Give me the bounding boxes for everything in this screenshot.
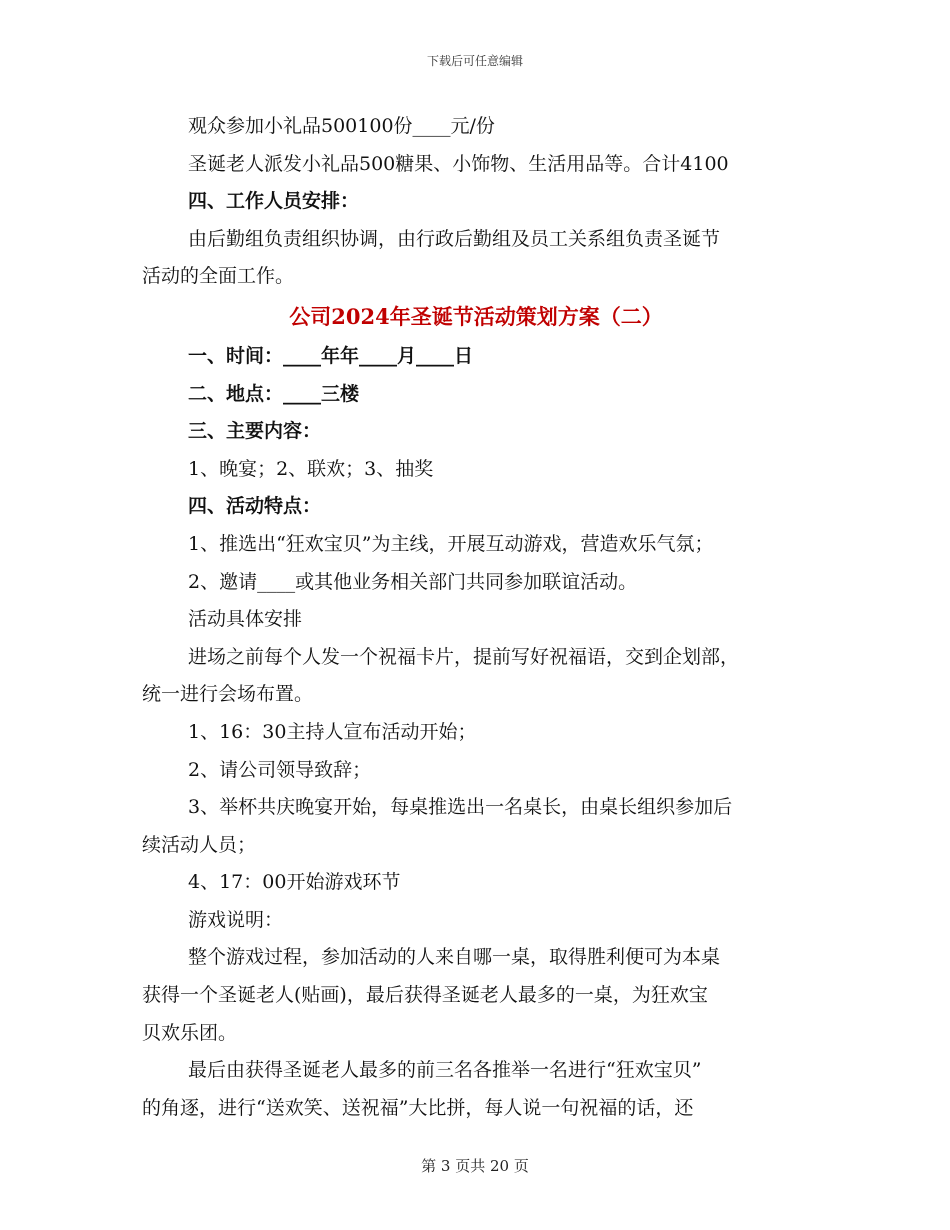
paragraph-line: 由后勤组负责组织协调，由行政后勤组及员工关系组负责圣诞节 [188, 227, 721, 250]
paragraph-line: 1、晚宴；2、联欢；3、抽奖 [188, 457, 434, 480]
paragraph-line: 统一进行会场布置。 [142, 683, 314, 706]
section-heading: 四、活动特点： [188, 495, 322, 518]
paragraph-line: 整个游戏过程，参加活动的人来自哪一桌，取得胜利便可为本桌 [188, 946, 721, 969]
document-body [142, 108, 810, 1127]
paragraph-line: 进场之前每个人发一个祝福卡片，提前写好祝福语，交到企划部， [188, 645, 740, 668]
paragraph-line: 续活动人员； [142, 833, 257, 856]
paragraph-line: 贝欢乐团。 [142, 1021, 238, 1044]
paragraph-line: 游戏说明： [188, 908, 284, 931]
section-heading: 一、时间：____年年____月____日 [188, 344, 474, 367]
paragraph-line: 活动的全面工作。 [142, 265, 295, 288]
paragraph-line: 4、17：00开始游戏环节 [188, 871, 401, 894]
paragraph-line: 3、举杯共庆晚宴开始，每桌推选出一名桌长，由桌长组织参加后 [188, 796, 733, 819]
paragraph-line: 获得一个圣诞老人(贴画)，最后获得圣诞老人最多的一桌，为狂欢宝 [142, 984, 708, 1007]
paragraph-line: 活动具体安排 [188, 608, 303, 631]
paragraph-line: 观众参加小礼品500100份____元/份 [188, 115, 495, 137]
section-heading: 四、工作人员安排： [188, 190, 360, 213]
section-heading: 二、地点：____三楼 [188, 382, 360, 405]
document-title: 公司2024年圣诞节活动策划方案（二） [289, 303, 663, 329]
paragraph-line: 圣诞老人派发小礼品500糖果、小饰物、生活用品等。合计4100 [188, 152, 729, 175]
section-heading: 三、主要内容： [188, 420, 322, 443]
paragraph-line: 1、16：30主持人宣布活动开始； [188, 720, 477, 743]
paragraph-line: 2、请公司领导致辞； [188, 758, 372, 781]
paragraph-line: 最后由获得圣诞老人最多的前三名各推举一名进行“狂欢宝贝” [188, 1059, 702, 1082]
paragraph-line: 2、邀请____或其他业务相关部门共同参加联谊活动。 [188, 570, 638, 593]
page-footer: 第 3 页共 20 页 [421, 1157, 529, 1175]
paragraph-line: 1、推选出“狂欢宝贝”为主线，开展互动游戏，营造欢乐气氛； [188, 532, 714, 555]
page-header: 下载后可任意编辑 [426, 54, 523, 68]
paragraph-line: 的角逐，进行“送欢笑、送祝福”大比拼，每人说一句祝福的话，还 [142, 1096, 694, 1119]
